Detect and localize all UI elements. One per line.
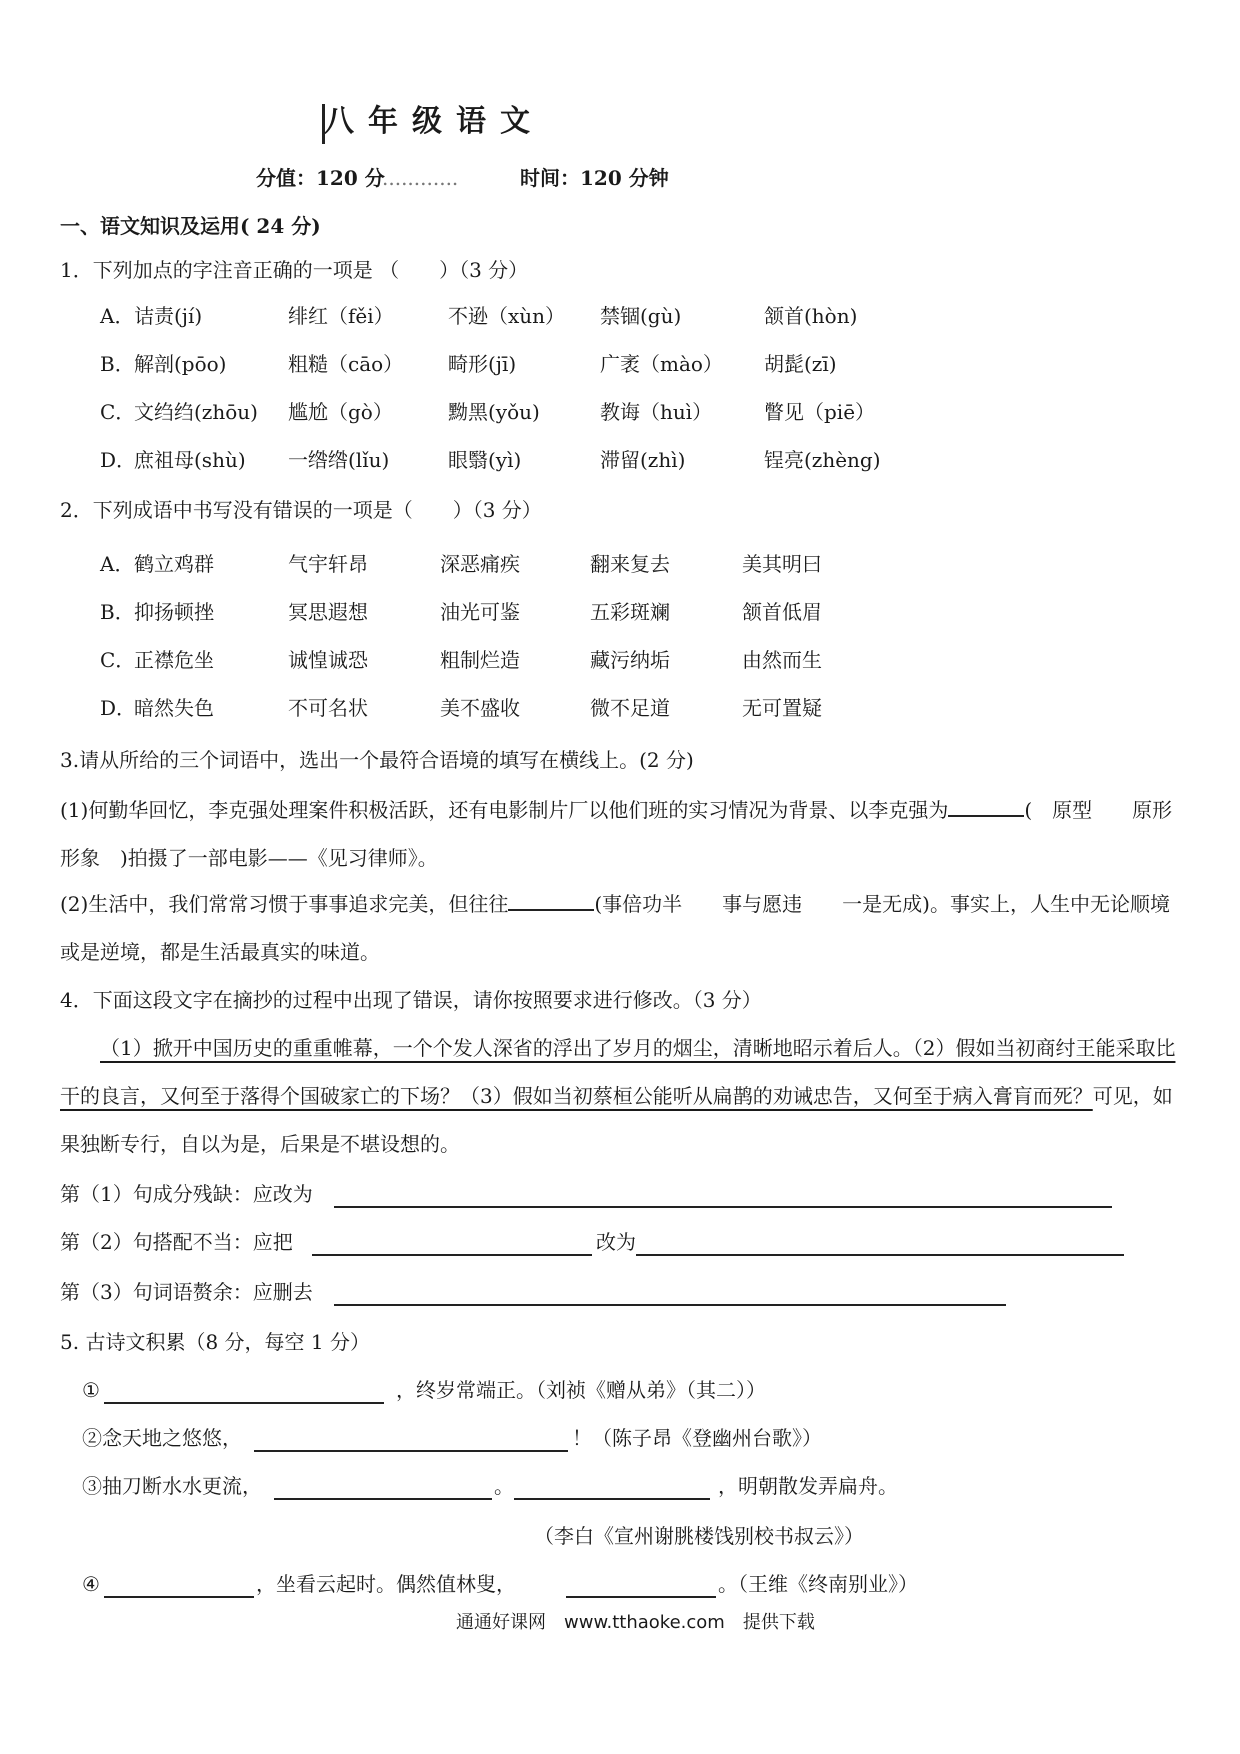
question-4-passage [60,1024,1182,1168]
option-item: 油光可鉴 [440,600,520,624]
q5-line-4-mid: ，坐看云起时。偶然值林叟， [256,1572,516,1596]
option-item: 深恶痛疾 [440,552,520,576]
q4-fix-2-from-line[interactable] [312,1254,592,1256]
option-item: 滞留(zhì) [600,448,686,472]
option-item: 正襟危坐 [134,648,214,672]
option-item: 鹤立鸡群 [134,552,214,576]
option-item: 广袤（mào） [600,352,723,376]
option-item: 微不足道 [590,696,670,720]
option-item: 五彩斑斓 [590,600,670,624]
question-1-stem: 1．下列加点的字注音正确的一项是 （ ）（3 分） [60,258,529,282]
option-item: 教诲（huì） [600,400,713,424]
q4-fix-1-answer-line[interactable] [334,1206,1112,1208]
option-item: 藏污纳垢 [590,648,670,672]
q5-blank-2[interactable] [254,1450,568,1452]
score-label: 分值：120 分 [256,166,385,190]
option-item: 由然而生 [742,648,822,672]
option-letter: B． [100,352,135,376]
q5-line-3-head: ③抽刀断水水更流， [82,1474,262,1498]
option-item: 绯红（fěi） [288,304,394,328]
q5-blank-5[interactable] [104,1596,254,1598]
option-item: 不逊（xùn） [448,304,566,328]
question-3-part-2 [60,880,1182,976]
option-item: 诘责(jí) [134,304,203,328]
option-item: 美不盛收 [440,696,520,720]
q5-blank-6[interactable] [566,1596,716,1598]
dot-leader: ............ [382,166,459,190]
section-title: 一、语文知识及运用( 24 分) [60,214,321,238]
option-letter: D． [100,696,137,720]
option-letter: A． [100,304,135,328]
option-item: 冥思遐想 [288,600,368,624]
q4-fix-2-label: 第（2）句搭配不当：应把 [60,1230,293,1254]
option-letter: D． [100,448,137,472]
option-item: 颔首(hòn) [764,304,858,328]
q5-line-1-tail: ，终岁常端正。（刘祯《赠从弟》（其二）） [396,1378,766,1402]
q5-line-2-head: ②念天地之悠悠， [82,1426,242,1450]
option-item: 尴尬（gò） [288,400,393,424]
footer-source: 通通好课网 www.tthaoke.com 提供下载 [456,1612,815,1633]
q5-line-2-tail: ！（陈子昂《登幽州台歌》） [572,1426,822,1450]
option-item: 瞥见（piē） [764,400,876,424]
question-3-stem: 3.请从所给的三个词语中，选出一个最符合语境的填写在横线上。(2 分) [60,748,694,772]
question-5-stem: 5. 古诗文积累（8 分，每空 1 分） [60,1330,370,1354]
q4-fix-3-answer-line[interactable] [334,1304,1006,1306]
option-item: 畸形(jī) [448,352,517,376]
q3-p2-text-a: (2)生活中，我们常常习惯于事事追求完美，但往往 [60,892,509,916]
option-item: 颔首低眉 [742,600,822,624]
option-item: 锃亮(zhèng) [764,448,881,472]
option-item: 无可置疑 [742,696,822,720]
question-2-stem: 2．下列成语中书写没有错误的一项是（ ）（3 分） [60,498,542,522]
option-item: 禁锢(gù) [600,304,682,328]
q5-blank-3[interactable] [274,1498,492,1500]
option-item: 暗然失色 [134,696,214,720]
option-item: 眼翳(yì) [448,448,522,472]
q3-p2-text-b: (事倍功半 事与愿违 一是无成)。事实上，人生中无论顺境或是逆境，都是生活最真实的味道。 [60,892,1170,964]
q3-blank-2[interactable] [508,887,594,911]
q4-fix-2-to-label: 改为 [596,1230,636,1254]
question-3-part-1 [60,786,1213,882]
q5-blank-1[interactable] [104,1402,384,1404]
q4-fix-2-to-line[interactable] [636,1254,1124,1256]
option-item: 庶祖母(shù) [134,448,246,472]
q3-p1-text-a: (1)何勤华回忆，李克强处理案件积极活跃，还有电影制片厂以他们班的实习情况为背景、以李克强为 [60,798,949,822]
q5-line-3-source: （李白《宣州谢朓楼饯别校书叔云》） [534,1524,864,1548]
option-item: 一绺绺(lǐu) [288,448,390,472]
option-item: 胡髭(zī) [764,352,837,376]
q4-passage-rest: 可见，如果独断专行，自以为是，后果是不堪设想的。 [60,1084,1173,1156]
option-item: 黝黑(yǒu) [448,400,540,424]
option-letter: C． [100,648,136,672]
option-item: 气宇轩昂 [288,552,368,576]
option-item: 抑扬顿挫 [134,600,214,624]
question-4-stem: 4．下面这段文字在摘抄的过程中出现了错误，请你按照要求进行修改。（3 分） [60,988,762,1012]
option-item: 粗糙（cāo） [288,352,404,376]
option-letter: B． [100,600,135,624]
page-title: 八年级语文 [324,104,544,139]
q5-line-1-mark: ① [82,1378,100,1402]
q5-line-4-mark: ④ [82,1572,100,1596]
q3-p1-text-b: ( 原型 原形 形象 )拍摄了一部电影——《见习律师》。 [60,798,1213,870]
option-item: 美其明曰 [742,552,822,576]
q4-fix-1-label: 第（1）句成分残缺：应改为 [60,1182,313,1206]
option-letter: C． [100,400,136,424]
option-item: 诚惶诚恐 [288,648,368,672]
time-label: 时间：120 分钟 [520,166,669,190]
q5-blank-4[interactable] [514,1498,710,1500]
option-item: 粗制烂造 [440,648,520,672]
option-letter: A． [100,552,135,576]
q5-line-3-mid: 。 [494,1474,514,1498]
q4-passage-underlined: （1）掀开中国历史的重重帷幕，一个个发人深省的浮出了岁月的烟尘，清晰地昭示着后人。（2）假如当初商纣王能采取比干的良言，又何至于落得个国破家亡的下场？（3）假如当初蔡桓公能听从扁鹊的劝诫忠告，又何至于病入膏肓而死？ [60,1036,1176,1108]
option-item: 翻来复去 [590,552,670,576]
q5-line-4-tail: 。（王维《终南别业》） [718,1572,918,1596]
option-item: 不可名状 [288,696,368,720]
q3-blank-1[interactable] [948,793,1024,817]
q4-fix-3-label: 第（3）句词语赘余：应删去 [60,1280,313,1304]
option-item: 文绉绉(zhōu) [134,400,258,424]
option-item: 解剖(pōo) [134,352,227,376]
q5-line-3-tail: ，明朝散发弄扁舟。 [718,1474,898,1498]
